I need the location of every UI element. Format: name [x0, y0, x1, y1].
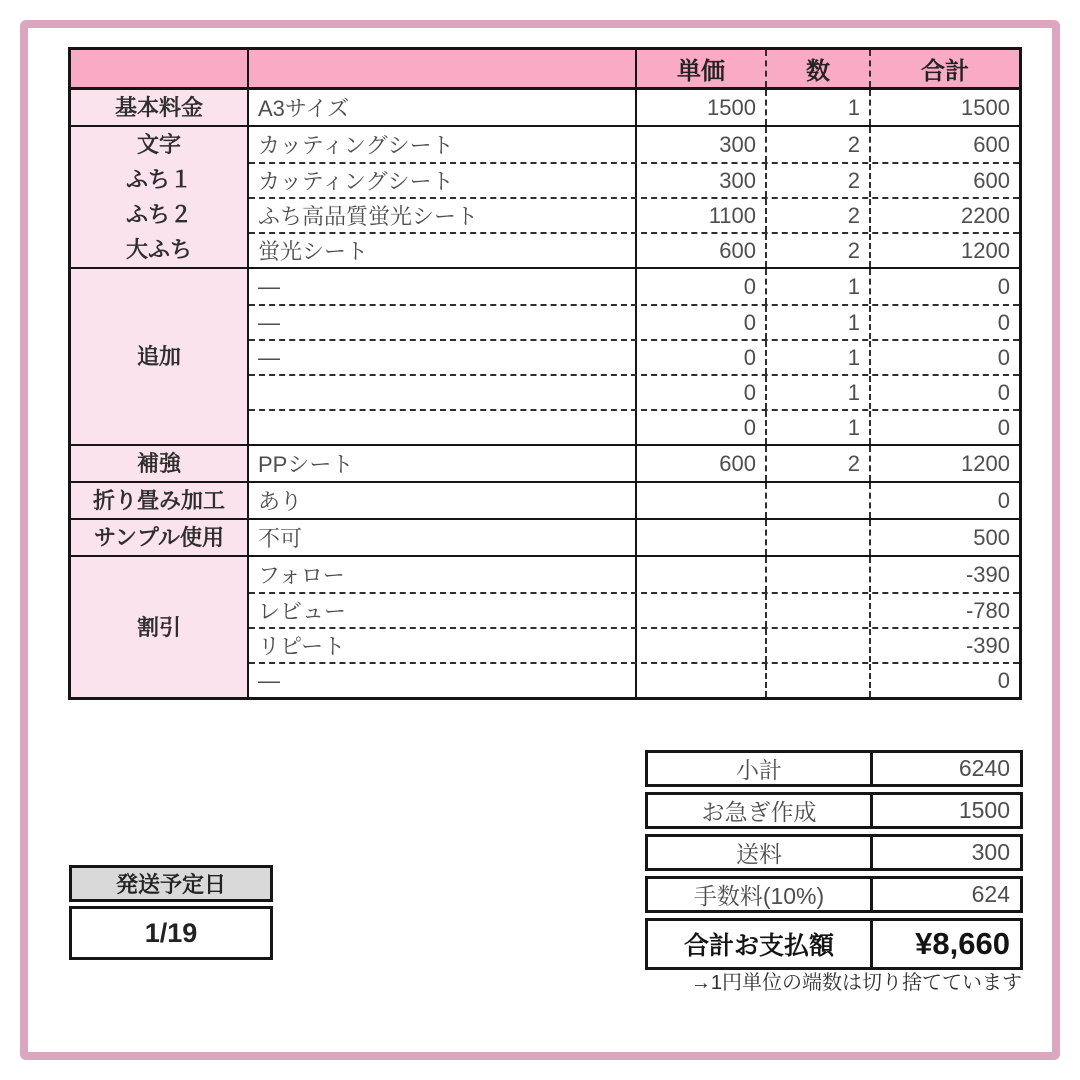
summary-label: 合計お支払額 — [648, 921, 873, 967]
table-row — [249, 557, 1019, 592]
group-label-cell — [71, 446, 249, 481]
cell-description: レビュー — [249, 594, 637, 627]
cell-unit-price: 0 — [637, 306, 767, 339]
cell-unit-price — [637, 520, 767, 555]
cell-total: 1200 — [961, 237, 1010, 263]
group-label: 補強 — [136, 451, 181, 476]
table-row — [249, 446, 1019, 481]
cell-total: 0 — [997, 487, 1010, 513]
cell-qty: 2 — [767, 446, 871, 481]
cell-description: — — [249, 269, 637, 304]
cell-description: あり — [249, 483, 637, 518]
summary-row — [645, 792, 1023, 829]
group-label: 割引 — [136, 614, 181, 640]
cell-qty — [767, 594, 871, 627]
cell-unit-price — [637, 664, 767, 697]
cell-unit-price — [637, 594, 767, 627]
shipping-date: 1/19 — [69, 906, 273, 960]
cell-total: -390 — [965, 632, 1010, 658]
cell-qty: 1 — [767, 269, 871, 304]
price-table — [68, 47, 1022, 700]
cell-total: 0 — [997, 273, 1010, 299]
summary-value: 624 — [971, 881, 1010, 907]
cell-total: 2200 — [961, 202, 1010, 228]
cell-qty: 1 — [767, 90, 871, 125]
cell-qty: 1 — [767, 341, 871, 374]
header-cell-unit-price: 単価 — [637, 50, 767, 87]
summary-value: ¥8,660 — [915, 926, 1010, 961]
group-rows — [249, 557, 1019, 697]
group-label: ふち２ — [125, 202, 192, 227]
header-cell-total: 合計 — [921, 58, 969, 85]
rounding-note: →1円単位の端数は切り捨てています — [690, 972, 1022, 994]
cell-qty — [767, 629, 871, 662]
table-group — [71, 518, 1019, 555]
header-cell-description — [249, 50, 637, 87]
cell-description: — — [249, 664, 637, 697]
cell-unit-price — [637, 557, 767, 592]
cell-total: 0 — [997, 309, 1010, 335]
summary-value: 6240 — [958, 755, 1010, 781]
cell-unit-price: 1100 — [637, 199, 767, 232]
cell-unit-price: 0 — [637, 376, 767, 409]
summary-row — [645, 834, 1023, 871]
header-cell-category — [71, 50, 249, 87]
table-row — [249, 90, 1019, 125]
table-row — [249, 339, 1019, 374]
cell-unit-price: 300 — [637, 127, 767, 162]
cell-qty: 1 — [767, 411, 871, 444]
cell-unit-price: 300 — [637, 164, 767, 197]
cell-unit-price — [637, 629, 767, 662]
group-rows — [249, 90, 1019, 125]
table-row — [249, 520, 1019, 555]
cell-unit-price: 600 — [637, 234, 767, 267]
shipping-header: 発送予定日 — [69, 865, 273, 902]
cell-description: リピート — [249, 629, 637, 662]
group-label: ふち１ — [125, 167, 192, 192]
summary-value: 300 — [971, 839, 1010, 865]
cell-description: — — [249, 341, 637, 374]
cell-description: ふち高品質蛍光シート — [249, 199, 637, 232]
group-label: 基本料金 — [114, 95, 203, 120]
cell-description: カッティングシート — [249, 164, 637, 197]
table-group — [71, 481, 1019, 518]
cell-qty — [767, 664, 871, 697]
cell-unit-price: 1500 — [637, 90, 767, 125]
summary-row-grand-total — [645, 918, 1023, 970]
table-row — [249, 127, 1019, 162]
summary-row — [645, 750, 1023, 787]
table-row — [249, 627, 1019, 662]
cell-qty: 2 — [767, 164, 871, 197]
table-row — [249, 162, 1019, 197]
cell-description: A3サイズ — [249, 90, 637, 125]
price-table-body — [71, 90, 1019, 697]
table-row — [249, 269, 1019, 304]
table-row — [249, 592, 1019, 627]
cell-qty: 2 — [767, 127, 871, 162]
cell-total: 0 — [997, 667, 1010, 693]
cell-qty — [767, 520, 871, 555]
cell-unit-price: 600 — [637, 446, 767, 481]
summary-label: 送料 — [648, 837, 873, 868]
cell-unit-price: 0 — [637, 269, 767, 304]
cell-unit-price: 0 — [637, 411, 767, 444]
shipping-box — [69, 865, 273, 960]
cell-description: フォロー — [249, 557, 637, 592]
cell-description: カッティングシート — [249, 127, 637, 162]
cell-total: 1500 — [961, 94, 1010, 120]
summary-row — [645, 876, 1023, 913]
summary-label: お急ぎ作成 — [648, 795, 873, 826]
table-group — [71, 555, 1019, 697]
cell-total: 600 — [973, 167, 1010, 193]
cell-total: 0 — [997, 344, 1010, 370]
group-label: 折り畳み加工 — [92, 488, 225, 513]
group-label-cell — [71, 557, 249, 697]
cell-description: 不可 — [249, 520, 637, 555]
group-label: サンプル使用 — [93, 525, 225, 550]
group-label: 文字 — [136, 132, 181, 157]
group-label-cell — [71, 269, 249, 444]
group-label: 大ふち — [125, 237, 192, 262]
cell-total: 600 — [973, 131, 1010, 157]
header-cell-qty: 数 — [767, 50, 871, 87]
cell-description: PPシート — [249, 446, 637, 481]
group-label-cell — [71, 483, 249, 518]
group-rows — [249, 446, 1019, 481]
cell-qty: 2 — [767, 234, 871, 267]
group-rows — [249, 483, 1019, 518]
table-group — [71, 267, 1019, 444]
table-row — [249, 374, 1019, 409]
table-group — [71, 125, 1019, 267]
cell-qty: 1 — [767, 376, 871, 409]
table-row — [249, 409, 1019, 444]
cell-qty: 2 — [767, 199, 871, 232]
cell-total: 0 — [997, 414, 1010, 440]
summary-value: 1500 — [958, 797, 1010, 823]
summary-label: 手数料(10%) — [648, 879, 873, 910]
cell-qty: 1 — [767, 306, 871, 339]
cell-total: -780 — [965, 597, 1010, 623]
cell-qty — [767, 483, 871, 518]
cell-total: 500 — [973, 524, 1010, 550]
group-rows — [249, 269, 1019, 444]
group-label-cell — [71, 520, 249, 555]
table-row — [249, 483, 1019, 518]
table-row — [249, 232, 1019, 267]
group-label-cell — [71, 90, 249, 125]
group-rows — [249, 520, 1019, 555]
cell-total: -390 — [965, 561, 1010, 587]
cell-qty — [767, 557, 871, 592]
cell-description: 蛍光シート — [249, 234, 637, 267]
cell-total: 0 — [997, 379, 1010, 405]
cell-description — [249, 376, 637, 409]
table-row — [249, 662, 1019, 697]
group-label-cell — [71, 127, 249, 267]
table-group — [71, 444, 1019, 481]
group-label: 追加 — [136, 344, 181, 369]
cell-description: — — [249, 306, 637, 339]
cell-total: 1200 — [961, 450, 1010, 476]
cell-unit-price — [637, 483, 767, 518]
cell-description — [249, 411, 637, 444]
table-group — [71, 90, 1019, 125]
table-row — [249, 197, 1019, 232]
group-rows — [249, 127, 1019, 267]
price-table-header-row — [71, 50, 1019, 90]
cell-unit-price: 0 — [637, 341, 767, 374]
summary-table — [645, 750, 1023, 970]
table-row — [249, 304, 1019, 339]
summary-label: 小計 — [648, 753, 873, 784]
